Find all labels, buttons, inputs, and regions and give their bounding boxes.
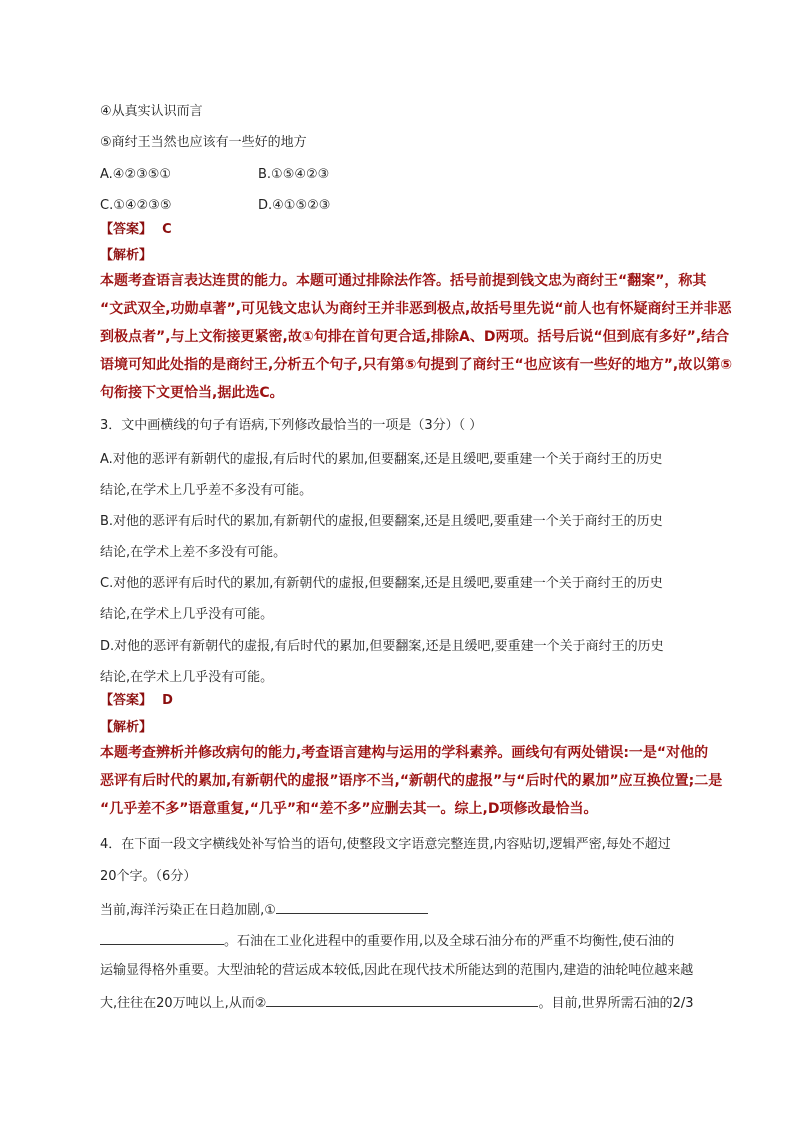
- option-c: C.①④②③⑤: [100, 198, 172, 213]
- q4-passage-text: 。石油在工业化进程中的重要作用,以及全球石油分布的严重不均衡性,使石油的: [224, 934, 675, 949]
- sentence-item-4: ④从真实认识而言: [100, 104, 203, 119]
- q4-passage-line2: [100, 929, 674, 953]
- answer-value: D: [162, 693, 173, 708]
- answer-label: 【答案】: [100, 222, 153, 237]
- analysis-label: 【解析】: [100, 248, 153, 263]
- q4-passage-text: 大,往往在20万吨以上,从而②: [100, 996, 267, 1011]
- answer-label: 【答案】: [100, 693, 153, 708]
- analysis-line: “文武双全,功勋卓著”,可见钱文忠认为商纣王并非恶到极点,故括号里先说“前人也有怀疑商纣王并非恶: [100, 301, 732, 317]
- analysis-line: 句衔接下文更恰当,据此选C。: [100, 385, 284, 401]
- answer-value: C: [162, 222, 172, 237]
- option-d: D.④①⑤②③: [258, 198, 331, 213]
- q3-analysis-line: 恶评有后时代的累加,有新朝代的虚报”语序不当,“新朝代的虚报”与“后时代的累加”应互换位置;二是: [100, 773, 723, 789]
- question-3-stem: 3．文中画横线的句子有语病,下列修改最恰当的一项是（3分）（ ）: [100, 418, 483, 433]
- q3-option-b-line1: B.对他的恶评有后时代的累加,有新朝代的虚报,但要翻案,还是且缓吧,要重建一个关于商纣王的历史: [100, 514, 663, 529]
- q4-passage-text: 。目前,世界所需石油的2/3: [538, 996, 694, 1011]
- analysis-label: 【解析】: [100, 720, 153, 735]
- q3-answer-row: [100, 690, 173, 712]
- question-4-stem-line1: 4．在下面一段文字横线处补写恰当的语句,使整段文字语意完整连贯,内容贴切,逻辑严密,每处不超过: [100, 837, 671, 852]
- q3-option-c-line2: 结论,在学术上几乎没有可能。: [100, 607, 274, 622]
- question-4-stem-line2: 20个字。（6分）: [100, 869, 197, 884]
- answer-row: [100, 219, 172, 241]
- analysis-line: 到极点者”,与上文衔接更紧密,故①句排在首句更合适,排除A、D两项。括号后说“但到底有多好”,结合: [100, 329, 730, 345]
- fill-blank-2[interactable]: [266, 991, 538, 1007]
- option-b: B.①⑤④②③: [258, 167, 330, 182]
- q3-option-a-line2: 结论,在学术上几乎差不多没有可能。: [100, 483, 313, 498]
- q4-passage-line4: [100, 991, 694, 1015]
- q3-analysis-line: “几乎差不多”语意重复,“几乎”和“差不多”应删去其一。综上,D项修改最恰当。: [100, 801, 598, 817]
- q3-option-b-line2: 结论,在学术上差不多没有可能。: [100, 545, 287, 560]
- q4-passage-line3: 运输显得格外重要。大型油轮的营运成本较低,因此在现代技术所能达到的范围内,建造的油轮吨位越来越: [100, 963, 694, 978]
- q3-option-c-line1: C.对他的恶评有后时代的累加,有新朝代的虚报,但要翻案,还是且缓吧,要重建一个关于商纣王的历史: [100, 576, 663, 591]
- q3-option-a-line1: A.对他的恶评有新朝代的虚报,有后时代的累加,但要翻案,还是且缓吧,要重建一个关于商纣王的历史: [100, 452, 663, 467]
- sentence-item-5: ⑤商纣王当然也应该有一些好的地方: [100, 135, 307, 150]
- fill-blank-1-continued[interactable]: [100, 929, 224, 945]
- analysis-label-row: [100, 245, 152, 267]
- analysis-line: 语境可知此处指的是商纣王,分析五个句子,只有第⑤句提到了商纣王“也应该有一些好的地方”,故以第⑤: [100, 357, 733, 373]
- q3-option-d-line2: 结论,在学术上几乎没有可能。: [100, 670, 274, 685]
- q4-passage-text: 当前,海洋污染正在日趋加剧,①: [100, 903, 276, 918]
- q3-analysis-line: 本题考查辨析并修改病句的能力,考查语言建构与运用的学科素养。画线句有两处错误:一是“对他的: [100, 745, 709, 761]
- option-a: A.④②③⑤①: [100, 167, 172, 182]
- q3-analysis-label-row: [100, 717, 152, 739]
- fill-blank-1[interactable]: [276, 898, 428, 914]
- q4-passage-line1: [100, 898, 428, 922]
- q3-option-d-line1: D.对他的恶评有新朝代的虚报,有后时代的累加,但要翻案,还是且缓吧,要重建一个关于商纣王的历史: [100, 639, 664, 654]
- analysis-line: 本题考查语言表达连贯的能力。本题可通过排除法作答。括号前提到钱文忠为商纣王“翻案”，称其: [100, 273, 707, 289]
